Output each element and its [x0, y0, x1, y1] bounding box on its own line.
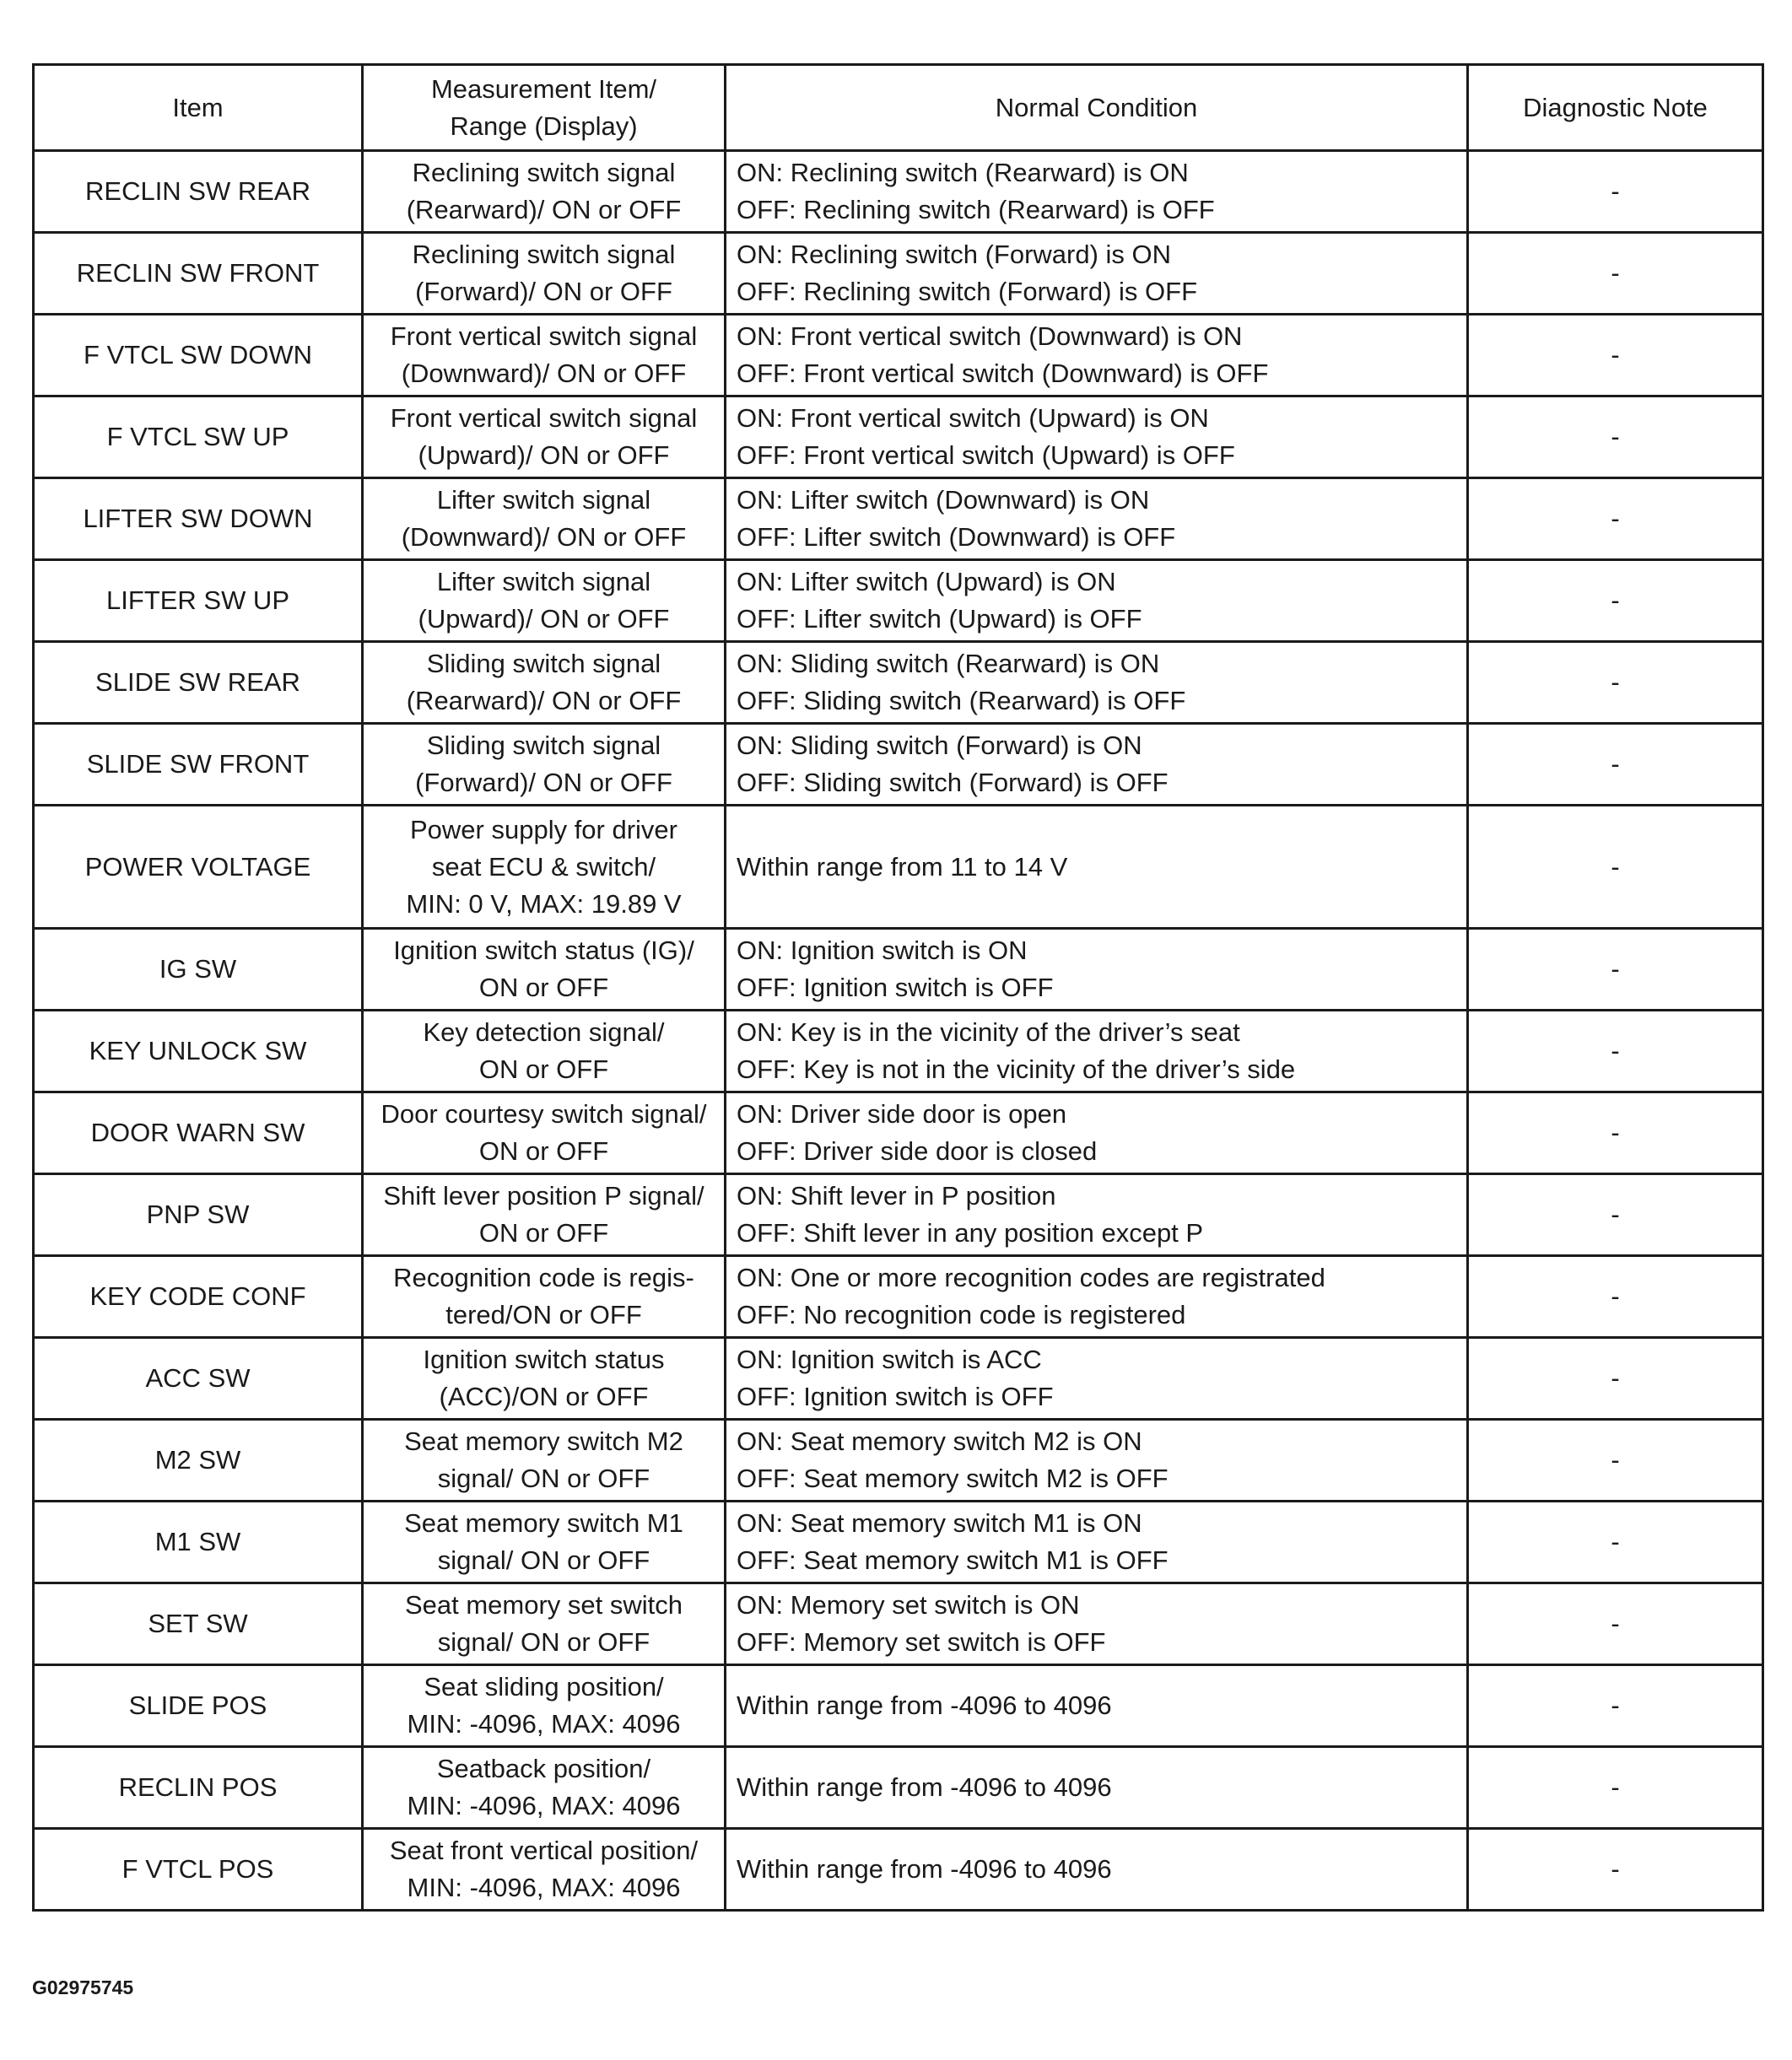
table-row: [34, 233, 1763, 315]
condition-line: OFF: Driver side door is closed: [737, 1136, 1098, 1166]
measurement-line: MIN: -4096, MAX: 4096: [407, 1791, 681, 1820]
cell-condition: [726, 315, 1468, 396]
table-row: [34, 1747, 1763, 1829]
cell-item: [34, 478, 363, 560]
note-text: -: [1611, 749, 1620, 779]
condition-line: ON: Key is in the vicinity of the driver’s seat: [737, 1017, 1240, 1047]
cell-condition: [726, 1665, 1468, 1747]
note-text: -: [1611, 504, 1620, 533]
cell-condition: [726, 1583, 1468, 1665]
condition-line: ON: Shift lever in P position: [737, 1181, 1056, 1211]
condition-line: ON: Driver side door is open: [737, 1099, 1067, 1129]
table-row: [34, 929, 1763, 1011]
measurement-line: MIN: 0 V, MAX: 19.89 V: [406, 888, 682, 919]
condition-line: OFF: No recognition code is registered: [737, 1300, 1186, 1329]
table-row: [34, 315, 1763, 396]
header-condition-text: Normal Condition: [995, 92, 1198, 122]
header-item-text: Item: [172, 92, 224, 122]
cell-note: [1468, 724, 1763, 806]
cell-note: [1468, 1011, 1763, 1092]
note-text: -: [1611, 1609, 1620, 1638]
cell-item: [34, 1747, 363, 1829]
cell-item: [34, 151, 363, 233]
cell-condition: [726, 1420, 1468, 1502]
condition-line: OFF: Sliding switch (Forward) is OFF: [737, 768, 1169, 797]
cell-measurement: [363, 724, 726, 806]
table-row: [34, 1256, 1763, 1338]
condition-line: Within range from 11 to 14 V: [737, 851, 1068, 882]
cell-measurement: [363, 478, 726, 560]
note-text: -: [1611, 1691, 1620, 1720]
cell-condition: [726, 1174, 1468, 1256]
note-text: -: [1611, 1445, 1620, 1475]
measurement-line: Shift lever position P signal/: [383, 1181, 704, 1211]
measurement-line: (Downward)/ ON or OFF: [401, 359, 687, 388]
cell-condition: [726, 642, 1468, 724]
cell-condition: [726, 1747, 1468, 1829]
cell-condition: [726, 1092, 1468, 1174]
cell-note: [1468, 233, 1763, 315]
note-text: -: [1611, 1281, 1620, 1311]
measurement-line: tered/ON or OFF: [445, 1300, 642, 1329]
item-name: KEY UNLOCK SW: [89, 1036, 307, 1065]
cell-measurement: [363, 1502, 726, 1583]
condition-line: ON: Memory set switch is ON: [737, 1590, 1080, 1620]
cell-note: [1468, 1829, 1763, 1911]
item-name: LIFTER SW DOWN: [83, 504, 313, 533]
table-row: [34, 560, 1763, 642]
cell-item: [34, 1256, 363, 1338]
cell-item: [34, 1092, 363, 1174]
cell-measurement: [363, 929, 726, 1011]
cell-measurement: [363, 806, 726, 929]
cell-item: [34, 724, 363, 806]
cell-note: [1468, 642, 1763, 724]
condition-line: ON: Front vertical switch (Downward) is ON: [737, 321, 1243, 351]
measurement-line: (Rearward)/ ON or OFF: [406, 195, 682, 224]
cell-condition: [726, 929, 1468, 1011]
cell-item: [34, 806, 363, 929]
measurement-line: Seat memory switch M1: [404, 1508, 683, 1538]
header-row: [34, 65, 1763, 151]
table-row: [34, 724, 1763, 806]
condition-line: Within range from -4096 to 4096: [737, 1691, 1112, 1720]
note-text: -: [1611, 1118, 1620, 1147]
cell-condition: [726, 233, 1468, 315]
measurement-line: Sliding switch signal: [426, 731, 661, 760]
cell-item: [34, 233, 363, 315]
cell-note: [1468, 1583, 1763, 1665]
measurement-line: signal/ ON or OFF: [437, 1627, 650, 1657]
condition-line: ON: Reclining switch (Rearward) is ON: [737, 158, 1189, 187]
cell-item: [34, 396, 363, 478]
measurement-line: (Rearward)/ ON or OFF: [406, 686, 682, 715]
note-text: -: [1611, 1772, 1620, 1802]
measurement-line: Front vertical switch signal: [390, 321, 698, 351]
measurement-line: Ignition switch status: [423, 1345, 665, 1374]
cell-note: [1468, 1665, 1763, 1747]
cell-note: [1468, 1747, 1763, 1829]
measurement-line: Lifter switch signal: [436, 485, 651, 515]
cell-measurement: [363, 1583, 726, 1665]
cell-measurement: [363, 233, 726, 315]
header-condition: [726, 65, 1468, 151]
cell-measurement: [363, 1747, 726, 1829]
table-row: [34, 1583, 1763, 1665]
cell-note: [1468, 560, 1763, 642]
item-name: SLIDE POS: [128, 1691, 267, 1720]
cell-note: [1468, 315, 1763, 396]
item-name: RECLIN POS: [118, 1772, 278, 1802]
condition-line: OFF: Seat memory switch M2 is OFF: [737, 1464, 1169, 1493]
measurement-line: Lifter switch signal: [436, 567, 651, 596]
measurement-line: ON or OFF: [478, 973, 609, 1002]
measurement-line: Seat memory set switch: [404, 1590, 683, 1620]
note-text: -: [1611, 176, 1620, 206]
condition-line: OFF: Ignition switch is OFF: [737, 1382, 1054, 1411]
table-body: [34, 151, 1763, 1911]
cell-item: [34, 1665, 363, 1747]
condition-line: OFF: Lifter switch (Downward) is OFF: [737, 522, 1176, 552]
condition-line: OFF: Shift lever in any position except P: [737, 1218, 1204, 1248]
item-name: DOOR WARN SW: [90, 1118, 305, 1147]
cell-note: [1468, 1174, 1763, 1256]
cell-measurement: [363, 642, 726, 724]
item-name: SLIDE SW FRONT: [86, 749, 310, 779]
cell-measurement: [363, 1420, 726, 1502]
note-text: -: [1611, 667, 1620, 697]
measurement-line: ON or OFF: [478, 1218, 609, 1248]
table-row: [34, 1420, 1763, 1502]
measurement-line: Door courtesy switch signal/: [381, 1099, 707, 1129]
item-name: SET SW: [148, 1609, 248, 1638]
item-name: M1 SW: [154, 1527, 241, 1556]
measurement-line: Power supply for driver: [409, 814, 677, 844]
condition-line: OFF: Reclining switch (Forward) is OFF: [737, 277, 1198, 306]
item-name: F VTCL SW UP: [106, 422, 289, 451]
measurement-line: signal/ ON or OFF: [437, 1545, 650, 1575]
cell-measurement: [363, 151, 726, 233]
condition-line: ON: Seat memory switch M2 is ON: [737, 1426, 1142, 1456]
data-list-table: [32, 63, 1764, 1912]
cell-measurement: [363, 1092, 726, 1174]
cell-item: [34, 1583, 363, 1665]
measurement-line: (Upward)/ ON or OFF: [418, 604, 670, 634]
note-text: -: [1611, 954, 1620, 984]
measurement-line: ON or OFF: [478, 1054, 609, 1084]
table-row: [34, 1338, 1763, 1420]
item-name: LIFTER SW UP: [105, 585, 289, 615]
note-text: -: [1611, 1527, 1620, 1556]
measurement-line: Seat sliding position/: [424, 1672, 664, 1701]
note-text: -: [1611, 422, 1620, 451]
table-row: [34, 1502, 1763, 1583]
measurement-line: signal/ ON or OFF: [437, 1464, 650, 1493]
note-text: -: [1611, 258, 1620, 288]
cell-measurement: [363, 1665, 726, 1747]
measurement-line: Seat front vertical position/: [389, 1836, 699, 1865]
cell-item: [34, 1174, 363, 1256]
condition-line: Within range from -4096 to 4096: [737, 1854, 1112, 1884]
cell-condition: [726, 1256, 1468, 1338]
note-text: -: [1611, 1363, 1620, 1393]
cell-measurement: [363, 396, 726, 478]
header-measurement: [363, 65, 726, 151]
measurement-line: (Downward)/ ON or OFF: [401, 522, 687, 552]
condition-line: ON: Ignition switch is ON: [737, 936, 1028, 965]
cell-item: [34, 642, 363, 724]
item-name: IG SW: [159, 954, 237, 984]
measurement-line: Key detection signal/: [423, 1017, 665, 1047]
cell-measurement: [363, 1338, 726, 1420]
cell-condition: [726, 560, 1468, 642]
cell-measurement: [363, 560, 726, 642]
cell-item: [34, 315, 363, 396]
table-row: [34, 642, 1763, 724]
condition-line: OFF: Sliding switch (Rearward) is OFF: [737, 686, 1186, 715]
figure-id: G02975745: [32, 1976, 134, 1998]
condition-line: ON: One or more recognition codes are registrated: [737, 1263, 1325, 1292]
note-text: -: [1611, 1036, 1620, 1065]
measurement-line: MIN: -4096, MAX: 4096: [407, 1873, 681, 1902]
cell-note: [1468, 806, 1763, 929]
cell-item: [34, 1011, 363, 1092]
cell-condition: [726, 724, 1468, 806]
cell-note: [1468, 1338, 1763, 1420]
note-text: -: [1611, 1200, 1620, 1229]
item-name: SLIDE SW REAR: [95, 667, 300, 697]
condition-line: ON: Lifter switch (Upward) is ON: [737, 567, 1116, 596]
condition-line: ON: Front vertical switch (Upward) is ON: [737, 403, 1209, 433]
table-row: [34, 1665, 1763, 1747]
condition-line: OFF: Front vertical switch (Downward) is OFF: [737, 359, 1269, 388]
header-item: [34, 65, 363, 151]
item-name: M2 SW: [154, 1445, 241, 1475]
table-row: [34, 1174, 1763, 1256]
item-name: F VTCL POS: [121, 1854, 274, 1884]
condition-line: Within range from -4096 to 4096: [737, 1772, 1112, 1802]
table-row: [34, 1011, 1763, 1092]
cell-item: [34, 1829, 363, 1911]
item-name: KEY CODE CONF: [89, 1281, 306, 1311]
cell-measurement: [363, 1256, 726, 1338]
cell-condition: [726, 1338, 1468, 1420]
item-name: ACC SW: [145, 1363, 251, 1393]
condition-line: OFF: Front vertical switch (Upward) is OFF: [737, 440, 1235, 470]
cell-note: [1468, 1092, 1763, 1174]
cell-condition: [726, 1502, 1468, 1583]
condition-line: OFF: Seat memory switch M1 is OFF: [737, 1545, 1169, 1575]
measurement-line: MIN: -4096, MAX: 4096: [407, 1709, 681, 1739]
measurement-line: (Forward)/ ON or OFF: [415, 768, 672, 797]
cell-condition: [726, 1011, 1468, 1092]
cell-note: [1468, 929, 1763, 1011]
note-text: -: [1611, 1854, 1620, 1884]
note-text: -: [1611, 851, 1620, 882]
table-row: [34, 1829, 1763, 1911]
item-name: POWER VOLTAGE: [84, 851, 311, 882]
cell-item: [34, 1502, 363, 1583]
item-name: PNP SW: [146, 1200, 250, 1229]
cell-measurement: [363, 315, 726, 396]
condition-line: ON: Reclining switch (Forward) is ON: [737, 240, 1172, 269]
condition-line: ON: Lifter switch (Downward) is ON: [737, 485, 1150, 515]
condition-line: ON: Seat memory switch M1 is ON: [737, 1508, 1142, 1538]
measurement-line: Seat memory switch M2: [404, 1426, 683, 1456]
measurement-line: (Forward)/ ON or OFF: [415, 277, 672, 306]
cell-item: [34, 560, 363, 642]
measurement-line: Sliding switch signal: [426, 649, 661, 678]
header-note-text: Diagnostic Note: [1523, 92, 1708, 122]
cell-note: [1468, 478, 1763, 560]
cell-measurement: [363, 1011, 726, 1092]
cell-condition: [726, 396, 1468, 478]
condition-line: ON: Sliding switch (Forward) is ON: [737, 731, 1142, 760]
cell-condition: [726, 151, 1468, 233]
table-row: [34, 151, 1763, 233]
condition-line: OFF: Lifter switch (Upward) is OFF: [737, 604, 1142, 634]
condition-line: OFF: Ignition switch is OFF: [737, 973, 1054, 1002]
header-measurement-line: Measurement Item/: [430, 73, 657, 104]
condition-line: OFF: Reclining switch (Rearward) is OFF: [737, 195, 1215, 224]
measurement-line: Recognition code is regis-: [393, 1263, 694, 1292]
cell-note: [1468, 1502, 1763, 1583]
note-text: -: [1611, 340, 1620, 369]
condition-line: ON: Ignition switch is ACC: [737, 1345, 1042, 1374]
item-name: RECLIN SW FRONT: [76, 258, 320, 288]
table-row: [34, 396, 1763, 478]
condition-line: OFF: Key is not in the vicinity of the driver’s side: [737, 1054, 1296, 1084]
measurement-line: Seatback position/: [436, 1754, 651, 1783]
item-name: RECLIN SW REAR: [85, 176, 310, 206]
cell-note: [1468, 151, 1763, 233]
measurement-line: seat ECU & switch/: [431, 851, 656, 882]
condition-line: ON: Sliding switch (Rearward) is ON: [737, 649, 1160, 678]
measurement-line: Ignition switch status (IG)/: [393, 936, 694, 965]
cell-item: [34, 929, 363, 1011]
cell-note: [1468, 396, 1763, 478]
measurement-line: Front vertical switch signal: [390, 403, 698, 433]
measurement-line: (Upward)/ ON or OFF: [418, 440, 670, 470]
cell-measurement: [363, 1829, 726, 1911]
cell-condition: [726, 1829, 1468, 1911]
measurement-line: Reclining switch signal: [412, 240, 676, 269]
measurement-line: (ACC)/ON or OFF: [439, 1382, 649, 1411]
measurement-line: ON or OFF: [478, 1136, 609, 1166]
header-measurement-line: Range (Display): [450, 111, 638, 141]
table-row: [34, 1092, 1763, 1174]
condition-line: OFF: Memory set switch is OFF: [737, 1627, 1106, 1657]
measurement-line: Reclining switch signal: [412, 158, 676, 187]
cell-item: [34, 1338, 363, 1420]
cell-item: [34, 1420, 363, 1502]
table-row: [34, 478, 1763, 560]
note-text: -: [1611, 585, 1620, 615]
table-row: [34, 806, 1763, 929]
cell-note: [1468, 1256, 1763, 1338]
item-name: F VTCL SW DOWN: [84, 340, 312, 369]
cell-measurement: [363, 1174, 726, 1256]
cell-condition: [726, 806, 1468, 929]
cell-note: [1468, 1420, 1763, 1502]
cell-condition: [726, 478, 1468, 560]
header-note: [1468, 65, 1763, 151]
